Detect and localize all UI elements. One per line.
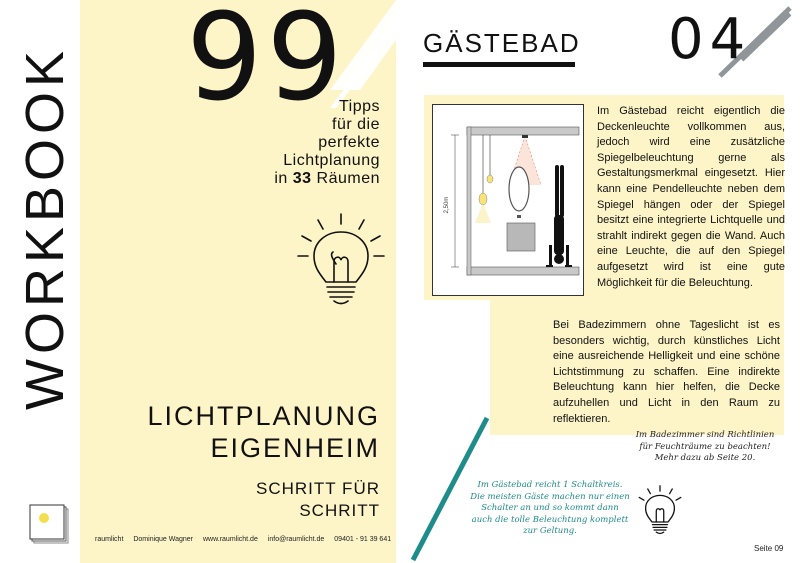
footer-brand: raumlicht: [95, 536, 124, 543]
tipps-line: [240, 170, 380, 188]
section-title-underline: [423, 62, 575, 67]
workbook-vertical-title: WORKBOOK: [15, 45, 75, 410]
tipps-line: Lichtplanung: [283, 152, 380, 169]
footer-email-link[interactable]: info@raumlicht.de: [267, 536, 325, 543]
tipps-line: perfekte: [318, 134, 380, 151]
tipps-text: [240, 98, 380, 188]
note-switch-circuit: Im Gästebad reicht 1 Schaltkreis. Die meisten Gäste machen nur einen Schalter an und so kommt dann auch die tolle Beleuchtung komplett zur Geltung.: [470, 480, 630, 536]
section-title: GÄSTEBAD: [423, 28, 581, 58]
tipps-line: für die: [332, 116, 380, 133]
lightbulb-icon-small: [636, 484, 684, 536]
tipps-count: 33: [292, 170, 312, 187]
footer-phone: 09401 - 91 39 641: [334, 536, 392, 543]
tipps-line: Tipps: [338, 98, 380, 115]
page-number: Seite 09: [754, 544, 784, 553]
main-title-line: EIGENHEIM: [210, 433, 380, 463]
bathroom-section-drawing: [432, 104, 584, 296]
note-wet-room-rules: Im Badezimmer sind Richtlinien für Feuchträume zu beachten! Mehr dazu ab Seite 20.: [635, 430, 775, 463]
footer-web-link[interactable]: www.raumlicht.de: [202, 536, 258, 543]
book-logo-icon: [30, 503, 74, 547]
tipps-rooms: Räumen: [311, 170, 380, 187]
bathroom-drawing-svg: [433, 105, 583, 295]
footer-name: Dominique Wagner: [133, 536, 194, 543]
subtitle-line: SCHRITT FÜR: [255, 479, 380, 498]
lightbulb-icon: [296, 212, 386, 307]
footer-contact: [95, 536, 399, 543]
section-number: 04: [668, 7, 752, 72]
paragraph-mirror-lighting: Im Gästebad reicht eigentlich die Deckenleuchte vollkommen aus, jedoch wird eine zusätzliche Spiegelbeleuchtung gerne als Gestaltungsmerkmal eingesetzt. Hier kann eine Pendelleuchte neben dem Spiegel hängen oder der Spiegel besitzt eine integrierte Lichtquelle und strahlt indirekt gegen die Wand. Auch eine Leuchte, die auf den Spiegel aufgesetzt wird ist eine gute Möglichkeit für die Beleuchtung.: [597, 105, 785, 289]
tipps-in: in: [274, 170, 293, 187]
main-title-line: LICHTPLANUNG: [147, 401, 380, 431]
subtitle: [200, 478, 380, 522]
paragraph-no-daylight: Bei Badezimmern ohne Tageslicht ist es besonders wichtig, durch künstliches Licht eine ausreichende Helligkeit und eine schöne Lichtstimmung zu schaffen. Eine indirekte Beleuchtung kann hier helfen, die Decke aufzuhellen und Licht in den Raum zu reflektieren.: [553, 319, 780, 425]
main-title: [120, 400, 380, 464]
subtitle-line: SCHRITT: [299, 501, 380, 520]
big-number: 99: [186, 0, 347, 128]
height-label: 2,50m: [444, 196, 450, 214]
